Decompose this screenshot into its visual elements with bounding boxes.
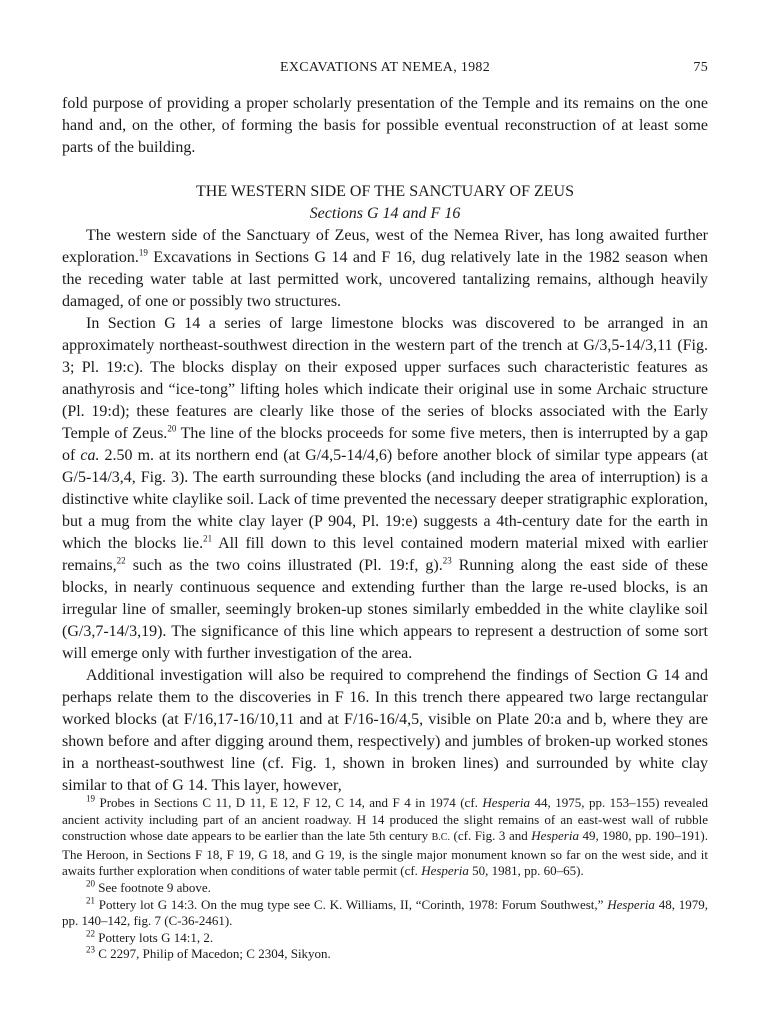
text-run: Pottery lot G 14:3. On the mug type see C. K. Williams, II, “Corinth, 1978: Forum Southwest,”	[95, 896, 608, 912]
text-run: All fill down to this level contained modern material mixed with earlier remains,	[62, 535, 708, 574]
footnotes	[62, 795, 708, 963]
page-number: 75	[693, 60, 708, 75]
text-run: C 2297, Philip of Macedon; C 2304, Sikyon.	[95, 946, 331, 962]
small-caps-bc: B.C.	[431, 832, 450, 844]
running-title: EXCAVATIONS AT NEMEA, 1982	[279, 60, 491, 75]
text-run: 2.50 m. at its northern end (at G/4,5-14/4,6) before another block of similar type appears (at G/5-14/3,4, Fig. 3). The earth surrounding these blocks (and including the area of interruption) is a distinctive white claylike soil. Lack of time prevented the necessary deeper stratigraphic exploration, but a mug from the white clay layer (P 904, Pl. 19:e) suggests a 4th-century date for the earth in which the blocks lie.	[62, 447, 708, 552]
section-subheading: Sections G 14 and F 16	[309, 205, 461, 222]
paragraph-western-side	[62, 225, 708, 313]
text-run: 48, 1979, pp. 140–142, fig. 7 (C-36-2461).	[62, 896, 708, 929]
text-run: Excavations in Sections G 14 and F 16, dug relatively late in the 1982 season when the receding water table at last permitted work, uncovered tantalizing remains, although heavily damaged, of one or possibly two structures.	[62, 249, 708, 310]
footnote-21	[62, 897, 708, 930]
footnote-ref-21[interactable]: 21	[203, 533, 213, 544]
text-run: such as the two coins illustrated (Pl. 19:f, g).	[125, 557, 443, 574]
footnote-23	[62, 946, 708, 963]
section-heading: THE WESTERN SIDE OF THE SANCTUARY OF ZEUS	[196, 183, 574, 200]
text-run: 49, 1980, pp. 190–191). The Heroon, in Sections F 18, F 19, G 18, and G 19, is the single major monument known so far on the west side, and it awaits further exploration when conditions of water table permit (cf.	[62, 828, 708, 879]
paragraph-section-g14	[62, 313, 708, 665]
footnote-ref-23[interactable]: 23	[442, 555, 452, 566]
text-run: See footnote 9 above.	[95, 879, 211, 895]
text-run: (cf. Fig. 3 and	[449, 828, 532, 844]
footnote-22	[62, 930, 708, 947]
footnote-ref-20[interactable]: 20	[167, 423, 177, 434]
journal-title: Hesperia	[607, 896, 655, 912]
text-run: 44, 1975, pp. 153–155) revealed ancient activity including part of an ancient roadway. H 14 produced the slight remains of an east-west wall of rubble construction whose date appears to be earlier than the late 5th century	[62, 795, 709, 844]
footnote-number: 21	[86, 895, 95, 906]
text-run: Pottery lots G 14:1, 2.	[95, 929, 214, 945]
journal-title: Hesperia	[421, 863, 469, 879]
footnote-number: 23	[86, 945, 95, 956]
footnote-ref-19[interactable]: 19	[138, 247, 148, 258]
journal-title: Hesperia	[482, 795, 531, 810]
paragraph-continuation: fold purpose of providing a proper scholarly presentation of the Temple and its remains on the one hand and, on the other, of forming the basis for possible eventual reconstruction of at least some parts of the building.	[62, 95, 708, 156]
footnote-number: 22	[86, 928, 95, 939]
text-run: 50, 1981, pp. 60–65).	[468, 863, 584, 879]
footnote-19	[62, 795, 708, 880]
paragraph-section-f16: Additional investigation will also be required to comprehend the findings of Section G 14 and perhaps relate them to the discoveries in F 16. In this trench there appeared two large rectangular worked blocks (at F/16,17-16/10,11 and at F/16-16/4,5, visible on Plate 20:a and b, where they are shown before and after digging around them, respectively) and jumbles of broken-up worked stones in a northeast-southwest line (cf. Fig. 1, shown in broken lines) and surrounded by white clay similar to that of G 14. This layer, however,	[62, 667, 708, 794]
text-run: The western side of the Sanctuary of Zeus, west of the Nemea River, has long awaited further exploration.	[62, 227, 708, 266]
text-run: Running along the east side of these blocks, in nearly continuous sequence and extending further than the large re-used blocks, is an irregular line of smaller, seemingly broken-up stones similarly embedded in the white claylike soil (G/3,7-14/3,19). The significance of this line which appears to represent a destruction of some sort will emerge only with further investigation of the area.	[62, 557, 709, 662]
body-text	[62, 93, 708, 797]
text-run: The line of the blocks proceeds for some five meters, then is interrupted by a gap of	[62, 425, 708, 464]
journal-title: Hesperia	[531, 828, 579, 844]
footnote-20	[62, 880, 708, 897]
footnote-ref-22[interactable]: 22	[116, 555, 126, 566]
text-run: Probes in Sections C 11, D 11, E 12, F 12, C 14, and F 4 in 1974 (cf.	[95, 795, 483, 810]
footnote-number: 20	[86, 878, 95, 889]
footnote-number: 19	[86, 793, 95, 804]
italic-ca: ca.	[80, 447, 100, 464]
text-run: In Section G 14 a series of large limestone blocks was discovered to be arranged in an approximately northeast-southwest direction in the western part of the trench at G/3,5-14/3,11 (Fig. 3; Pl. 19:c). The blocks display on their exposed upper surfaces such characteristic features as anathyrosis and “ice-tong” lifting holes which indicate their original use in some Archaic structure (Pl. 19:d); these features are clearly like those of the series of blocks associated with the Early Temple of Zeus.	[62, 315, 708, 442]
